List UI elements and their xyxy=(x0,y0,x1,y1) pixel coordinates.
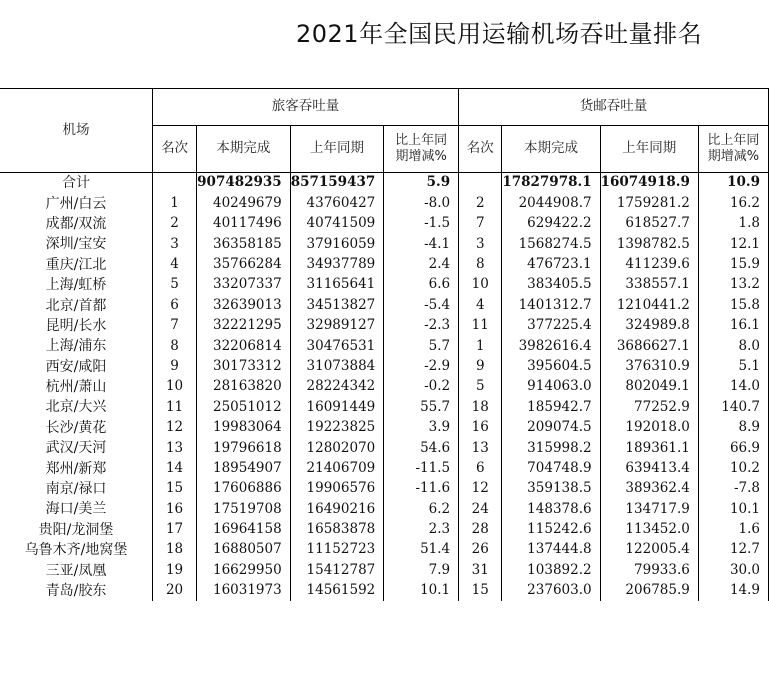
cargo-change: 16.1 xyxy=(698,316,768,336)
passenger-last-year: 15412787 xyxy=(290,560,384,580)
table-row xyxy=(0,275,769,295)
passenger-last-year: 19906576 xyxy=(290,479,384,499)
passenger-current: 16880507 xyxy=(197,540,291,560)
airport-name: 重庆/江北 xyxy=(45,256,107,273)
cargo-change: 1.8 xyxy=(698,214,768,234)
passenger-change: -2.3 xyxy=(384,316,459,336)
cargo-last-year: 618527.7 xyxy=(600,214,698,234)
cargo-last-year: 79933.6 xyxy=(600,560,698,580)
table-row xyxy=(0,581,769,601)
airport-name: 合计 xyxy=(61,175,90,192)
passenger-rank: 5 xyxy=(152,275,196,295)
passenger-change-header-line2: 期增减% xyxy=(395,149,447,164)
cargo-change: 13.2 xyxy=(698,275,768,295)
table-row xyxy=(0,193,769,213)
cargo-rank: 10 xyxy=(459,275,502,295)
table-row xyxy=(0,336,769,356)
table-row xyxy=(0,377,769,397)
cargo-change: 10.9 xyxy=(698,173,768,194)
cargo-current: 17827978.1 xyxy=(502,173,600,194)
total-row xyxy=(0,173,769,194)
passenger-last-year: 30476531 xyxy=(290,336,384,356)
table-row xyxy=(0,357,769,377)
passenger-last-year: 32989127 xyxy=(290,316,384,336)
passenger-rank: 20 xyxy=(152,581,196,601)
passenger-change: -2.9 xyxy=(384,357,459,377)
passenger-last-year: 31165641 xyxy=(290,275,384,295)
cargo-rank: 12 xyxy=(459,479,502,499)
cargo-rank: 5 xyxy=(459,377,502,397)
header-row-groups xyxy=(0,89,769,126)
cargo-rank: 6 xyxy=(459,458,502,478)
airport-name: 南京/禄口 xyxy=(45,481,107,498)
passenger-change: -4.1 xyxy=(384,234,459,254)
airport-name: 青岛/胶东 xyxy=(45,583,107,599)
passenger-rank: 6 xyxy=(152,295,196,315)
cargo-rank: 13 xyxy=(459,438,502,458)
cargo-change: 5.1 xyxy=(698,357,768,377)
cargo-rank: 16 xyxy=(459,418,502,438)
table-row xyxy=(0,540,769,560)
cargo-last-year: 1398782.5 xyxy=(600,234,698,254)
passenger-last-year: 40741509 xyxy=(290,214,384,234)
airport-name: 广州/白云 xyxy=(45,195,107,212)
cargo-change: 8.0 xyxy=(698,336,768,356)
passenger-current: 30173312 xyxy=(197,357,291,377)
cargo-last-year: 802049.1 xyxy=(600,377,698,397)
cargo-current: 237603.0 xyxy=(502,581,600,601)
cargo-change: 14.9 xyxy=(698,581,768,601)
passenger-current: 32221295 xyxy=(197,316,291,336)
passenger-last-year: 19223825 xyxy=(290,418,384,438)
passenger-change-header-line1: 比上年同 xyxy=(395,133,448,148)
cargo-change: 10.2 xyxy=(698,458,768,478)
passenger-last-year: 28224342 xyxy=(290,377,384,397)
passenger-rank xyxy=(152,173,196,194)
airport-name: 长沙/黄花 xyxy=(45,419,107,436)
table-row xyxy=(0,397,769,417)
passenger-current: 32206814 xyxy=(197,336,291,356)
table-row xyxy=(0,458,769,478)
cargo-last-year: 639413.4 xyxy=(600,458,698,478)
passenger-rank: 4 xyxy=(152,255,196,275)
passenger-current: 16629950 xyxy=(197,560,291,580)
table-row xyxy=(0,255,769,275)
cargo-current: 115242.6 xyxy=(502,520,600,540)
passenger-current: 32639013 xyxy=(197,295,291,315)
passenger-last-year: 34513827 xyxy=(290,295,384,315)
cargo-last-year: 192018.0 xyxy=(600,418,698,438)
passenger-last-year: 34937789 xyxy=(290,255,384,275)
cargo-last-year: 3686627.1 xyxy=(600,336,698,356)
airport-name: 北京/首都 xyxy=(45,297,107,314)
passenger-current: 17606886 xyxy=(197,479,291,499)
cargo-last-year: 134717.9 xyxy=(600,499,698,519)
cargo-last-year: 113452.0 xyxy=(600,520,698,540)
cargo-current: 185942.7 xyxy=(502,397,600,417)
cargo-rank: 4 xyxy=(459,295,502,315)
passenger-current: 40249679 xyxy=(197,193,291,213)
cargo-current: 137444.8 xyxy=(502,540,600,560)
cargo-rank: 18 xyxy=(459,397,502,417)
airport-name: 上海/浦东 xyxy=(45,338,107,355)
airport-name: 北京/大兴 xyxy=(45,399,107,416)
passenger-change: 3.9 xyxy=(384,418,459,438)
passenger-rank: 13 xyxy=(152,438,196,458)
passenger-last-year: 16490216 xyxy=(290,499,384,519)
cargo-current: 476723.1 xyxy=(502,255,600,275)
cargo-rank xyxy=(459,173,502,194)
passenger-change: -5.4 xyxy=(384,295,459,315)
cargo-change: 1.6 xyxy=(698,520,768,540)
passenger-current: 35766284 xyxy=(197,255,291,275)
cargo-last-year: 324989.8 xyxy=(600,316,698,336)
cargo-change: 30.0 xyxy=(698,560,768,580)
airport-name: 杭州/萧山 xyxy=(45,379,107,396)
airport-name: 乌鲁木齐/地窝堡 xyxy=(24,542,128,559)
cargo-last-year: 206785.9 xyxy=(600,581,698,601)
table-row xyxy=(0,418,769,438)
cargo-change: 66.9 xyxy=(698,438,768,458)
cargo-rank: 28 xyxy=(459,520,502,540)
passenger-current: 16964158 xyxy=(197,520,291,540)
table-row xyxy=(0,316,769,336)
cargo-last-year: 338557.1 xyxy=(600,275,698,295)
cargo-last-year: 1210441.2 xyxy=(600,295,698,315)
passenger-rank: 1 xyxy=(152,193,196,213)
cargo-change: 140.7 xyxy=(698,397,768,417)
passenger-last-year: 11152723 xyxy=(290,540,384,560)
airport-name: 郑州/新郑 xyxy=(45,460,107,477)
passenger-change: 54.6 xyxy=(384,438,459,458)
passenger-rank: 18 xyxy=(152,540,196,560)
passenger-change: 5.9 xyxy=(384,173,459,194)
cargo-rank: 2 xyxy=(459,193,502,213)
passenger-change: -11.6 xyxy=(384,479,459,499)
table-row xyxy=(0,479,769,499)
passenger-rank: 3 xyxy=(152,234,196,254)
passenger-last-year-header: 上年同期 xyxy=(290,126,384,173)
airport-name: 上海/虹桥 xyxy=(45,277,107,294)
cargo-current: 383405.5 xyxy=(502,275,600,295)
cargo-rank: 1 xyxy=(459,336,502,356)
table-row xyxy=(0,499,769,519)
passenger-last-year: 37916059 xyxy=(290,234,384,254)
cargo-current: 395604.5 xyxy=(502,357,600,377)
cargo-current: 148378.6 xyxy=(502,499,600,519)
passenger-current: 18954907 xyxy=(197,458,291,478)
cargo-rank: 31 xyxy=(459,560,502,580)
cargo-current: 3982616.4 xyxy=(502,336,600,356)
passenger-rank: 8 xyxy=(152,336,196,356)
airport-column-header: 机场 xyxy=(0,89,152,173)
passenger-rank: 14 xyxy=(152,458,196,478)
airport-ranking-table xyxy=(0,88,769,601)
cargo-current: 629422.2 xyxy=(502,214,600,234)
passenger-last-year: 12802070 xyxy=(290,438,384,458)
passenger-change: 2.4 xyxy=(384,255,459,275)
cargo-change: 8.9 xyxy=(698,418,768,438)
cargo-current: 209074.5 xyxy=(502,418,600,438)
cargo-change: 12.1 xyxy=(698,234,768,254)
cargo-last-year-header: 上年同期 xyxy=(600,126,698,173)
passenger-current: 28163820 xyxy=(197,377,291,397)
airport-name: 三亚/凤凰 xyxy=(45,562,107,579)
cargo-change: 15.8 xyxy=(698,295,768,315)
passenger-current: 19796618 xyxy=(197,438,291,458)
cargo-current: 1401312.7 xyxy=(502,295,600,315)
cargo-change: 15.9 xyxy=(698,255,768,275)
passenger-change: 51.4 xyxy=(384,540,459,560)
table-row xyxy=(0,520,769,540)
passenger-change: 6.2 xyxy=(384,499,459,519)
cargo-rank: 26 xyxy=(459,540,502,560)
passenger-last-year: 16583878 xyxy=(290,520,384,540)
airport-name: 贵阳/龙洞堡 xyxy=(38,521,114,538)
cargo-change: 12.7 xyxy=(698,540,768,560)
passenger-current: 19983064 xyxy=(197,418,291,438)
passenger-current-header: 本期完成 xyxy=(197,126,291,173)
cargo-current: 103892.2 xyxy=(502,560,600,580)
cargo-last-year: 411239.6 xyxy=(600,255,698,275)
passenger-current: 36358185 xyxy=(197,234,291,254)
airport-name: 成都/双流 xyxy=(45,215,107,232)
passenger-rank: 15 xyxy=(152,479,196,499)
passenger-rank: 16 xyxy=(152,499,196,519)
passenger-rank: 12 xyxy=(152,418,196,438)
passenger-change: 6.6 xyxy=(384,275,459,295)
passenger-rank: 11 xyxy=(152,397,196,417)
cargo-current: 1568274.5 xyxy=(502,234,600,254)
cargo-current: 315998.2 xyxy=(502,438,600,458)
cargo-last-year: 77252.9 xyxy=(600,397,698,417)
passenger-current: 33207337 xyxy=(197,275,291,295)
cargo-last-year: 16074918.9 xyxy=(600,173,698,194)
cargo-current-header: 本期完成 xyxy=(502,126,600,173)
passenger-current: 16031973 xyxy=(197,581,291,601)
passenger-change: 10.1 xyxy=(384,581,459,601)
page-title: 2021年全国民用运输机场吞吐量排名 xyxy=(296,20,703,48)
passenger-rank: 7 xyxy=(152,316,196,336)
airport-name: 深圳/宝安 xyxy=(45,236,107,253)
airport-name: 武汉/天河 xyxy=(45,440,107,457)
passenger-last-year: 857159437 xyxy=(290,173,384,194)
passenger-rank-header: 名次 xyxy=(152,126,196,173)
cargo-rank: 15 xyxy=(459,581,502,601)
passenger-change: -11.5 xyxy=(384,458,459,478)
cargo-rank: 8 xyxy=(459,255,502,275)
passenger-rank: 2 xyxy=(152,214,196,234)
cargo-last-year: 189361.1 xyxy=(600,438,698,458)
cargo-rank: 11 xyxy=(459,316,502,336)
passenger-rank: 19 xyxy=(152,560,196,580)
passenger-group-header: 旅客吞吐量 xyxy=(152,89,458,126)
cargo-change: 14.0 xyxy=(698,377,768,397)
passenger-change: -8.0 xyxy=(384,193,459,213)
cargo-current: 377225.4 xyxy=(502,316,600,336)
cargo-rank: 24 xyxy=(459,499,502,519)
cargo-change-header xyxy=(698,126,768,173)
table-row xyxy=(0,560,769,580)
passenger-rank: 17 xyxy=(152,520,196,540)
passenger-current: 25051012 xyxy=(197,397,291,417)
cargo-last-year: 122005.4 xyxy=(600,540,698,560)
cargo-rank: 9 xyxy=(459,357,502,377)
cargo-last-year: 389362.4 xyxy=(600,479,698,499)
cargo-rank-header: 名次 xyxy=(459,126,502,173)
table-row xyxy=(0,234,769,254)
table-row xyxy=(0,295,769,315)
passenger-current: 40117496 xyxy=(197,214,291,234)
airport-name: 海口/美兰 xyxy=(45,501,107,518)
cargo-change: 10.1 xyxy=(698,499,768,519)
passenger-last-year: 43760427 xyxy=(290,193,384,213)
cargo-current: 359138.5 xyxy=(502,479,600,499)
table-row xyxy=(0,214,769,234)
cargo-current: 2044908.7 xyxy=(502,193,600,213)
cargo-change-header-line1: 比上年同 xyxy=(707,133,760,148)
cargo-rank: 7 xyxy=(459,214,502,234)
passenger-change-header xyxy=(384,126,459,173)
cargo-last-year: 376310.9 xyxy=(600,357,698,377)
passenger-last-year: 31073884 xyxy=(290,357,384,377)
cargo-change: -7.8 xyxy=(698,479,768,499)
passenger-rank: 10 xyxy=(152,377,196,397)
passenger-change: 55.7 xyxy=(384,397,459,417)
cargo-rank: 3 xyxy=(459,234,502,254)
airport-name: 昆明/长水 xyxy=(45,317,107,334)
table-row xyxy=(0,438,769,458)
passenger-change: -0.2 xyxy=(384,377,459,397)
cargo-group-header: 货邮吞吐量 xyxy=(459,89,769,126)
passenger-change: 2.3 xyxy=(384,520,459,540)
passenger-change: -1.5 xyxy=(384,214,459,234)
cargo-last-year: 1759281.2 xyxy=(600,193,698,213)
passenger-change: 7.9 xyxy=(384,560,459,580)
cargo-change-header-line2: 期增减% xyxy=(707,149,760,164)
cargo-current: 704748.9 xyxy=(502,458,600,478)
passenger-current: 17519708 xyxy=(197,499,291,519)
passenger-current: 907482935 xyxy=(197,173,291,194)
passenger-rank: 9 xyxy=(152,357,196,377)
cargo-change: 16.2 xyxy=(698,193,768,213)
passenger-change: 5.7 xyxy=(384,336,459,356)
cargo-current: 914063.0 xyxy=(502,377,600,397)
passenger-last-year: 14561592 xyxy=(290,581,384,601)
airport-name: 西安/咸阳 xyxy=(45,358,107,375)
passenger-last-year: 16091449 xyxy=(290,397,384,417)
passenger-last-year: 21406709 xyxy=(290,458,384,478)
